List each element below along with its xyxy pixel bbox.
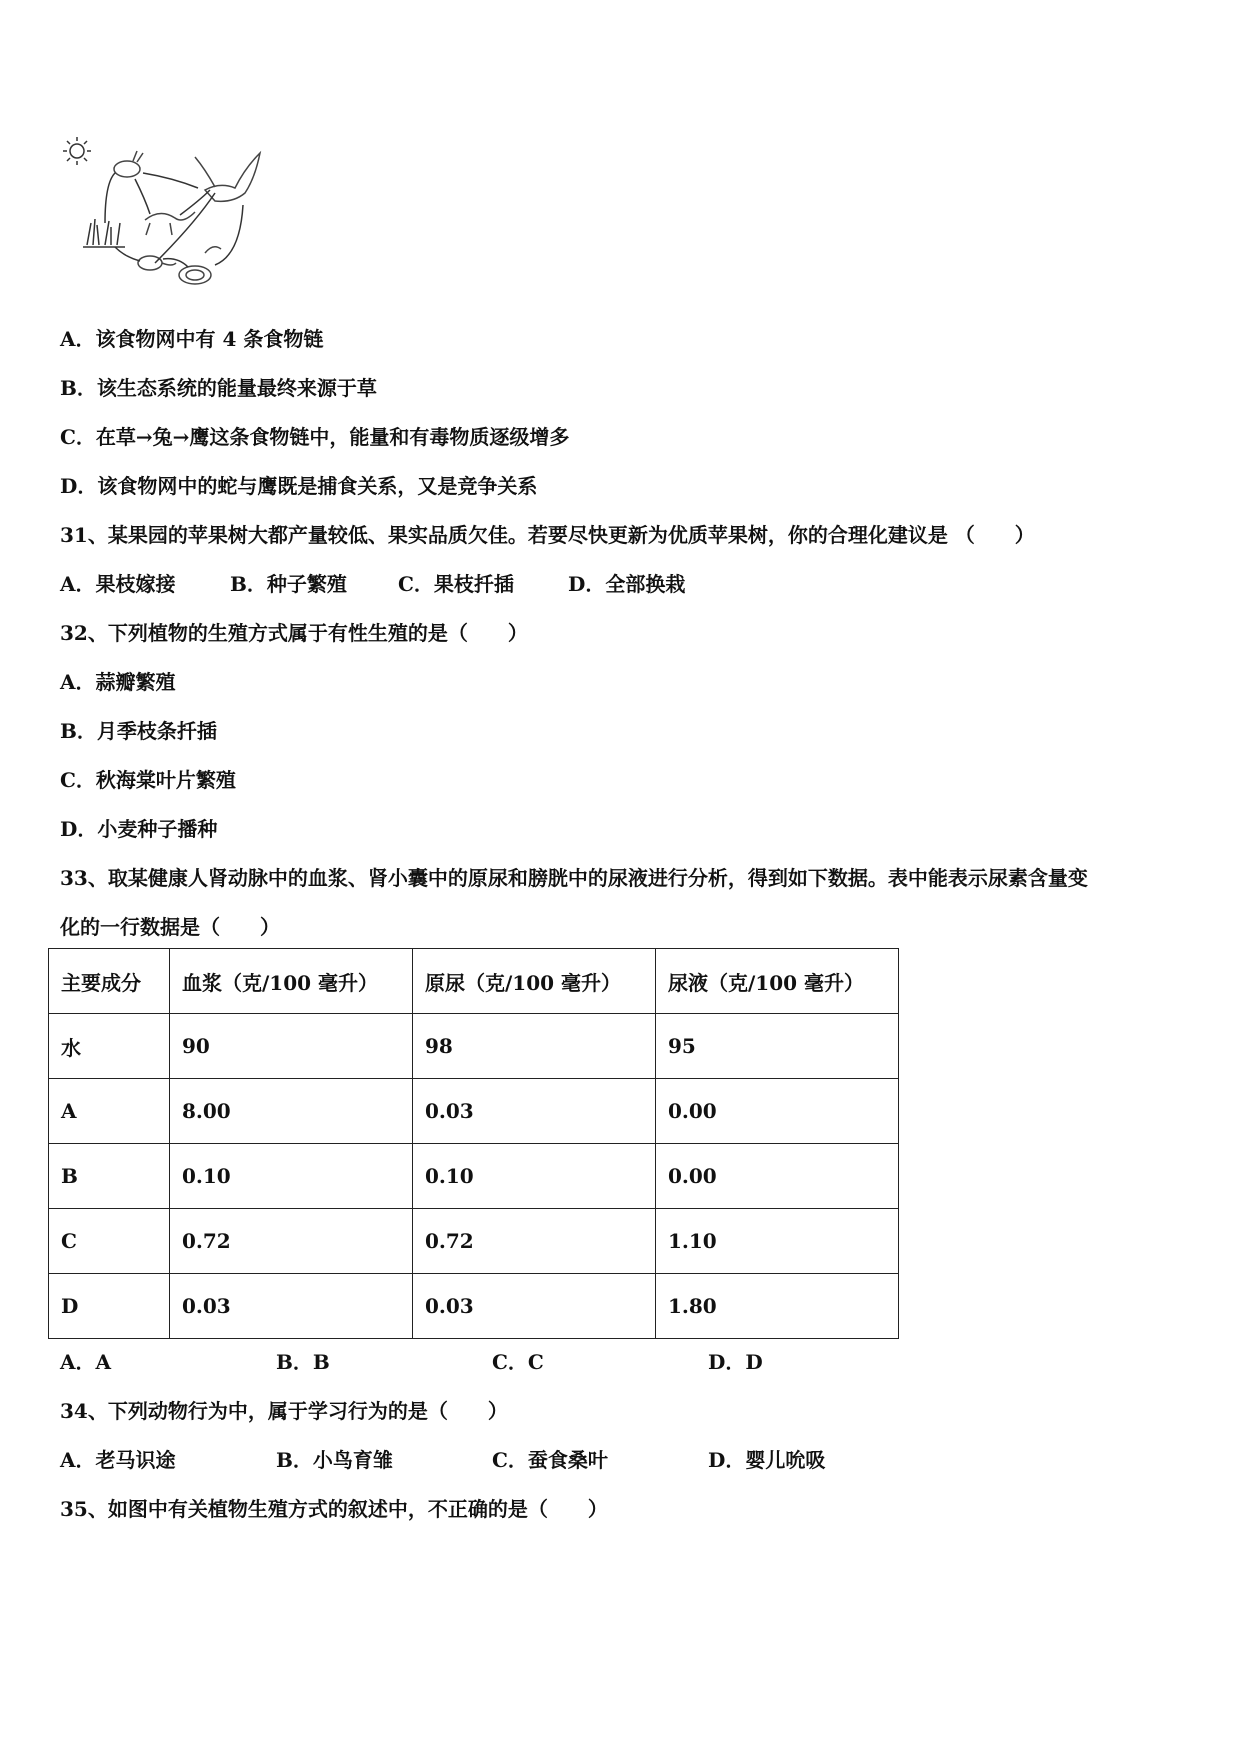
table-header-cell: 原尿（克/100 毫升） (413, 949, 656, 1014)
q32-option-d: D．小麦种子播种 (60, 817, 218, 841)
q33-stem-line1: 33、取某健康人肾动脉中的血浆、肾小囊中的原尿和膀胱中的尿液进行分析，得到如下数据。表中能表示尿素含量变 (60, 866, 1088, 890)
table-header-cell: 血浆（克/100 毫升） (170, 949, 413, 1014)
food-web-image (55, 135, 285, 303)
table-cell: 0.03 (413, 1274, 656, 1339)
table-row (49, 1079, 899, 1144)
table-row (49, 1014, 899, 1079)
urea-data-table (48, 948, 899, 1339)
q31-stem: 31、某果园的苹果树大都产量较低、果实品质欠佳。若要尽快更新为优质苹果树，你的合理化建议是 （ ） (60, 523, 1035, 547)
q34-option-b: B．小鸟育雏 (276, 1448, 393, 1472)
table-cell: 0.00 (656, 1144, 899, 1209)
table-cell: 8.00 (170, 1079, 413, 1144)
table-cell: 0.10 (170, 1144, 413, 1209)
arrows (105, 173, 243, 267)
q32-option-a: A．蒜瓣繁殖 (60, 670, 176, 694)
q33-option-c: C．C (492, 1350, 544, 1374)
q30-option-c: C．在草→兔→鹰这条食物链中，能量和有毒物质逐级增多 (60, 425, 570, 449)
table-cell: 98 (413, 1014, 656, 1079)
table-cell: 0.00 (656, 1079, 899, 1144)
q33-options (60, 1348, 763, 1376)
q31-option-b: B．种子繁殖 (230, 572, 347, 596)
table-row (49, 1209, 899, 1274)
table-cell: 95 (656, 1014, 899, 1079)
q32-option-c: C．秋海棠叶片繁殖 (60, 768, 236, 792)
table-header-cell: 主要成分 (49, 949, 170, 1014)
q31-option-d: D．全部换栽 (568, 572, 686, 596)
table-cell: 水 (49, 1014, 170, 1079)
table-cell: 1.10 (656, 1209, 899, 1274)
table-header-cell: 尿液（克/100 毫升） (656, 949, 899, 1014)
table-cell: 0.03 (170, 1274, 413, 1339)
q33-option-b: B．B (276, 1350, 330, 1374)
q34-option-d: D．婴儿吮吸 (708, 1448, 826, 1472)
table-header-row (49, 949, 899, 1014)
table-cell: B (49, 1144, 170, 1209)
q34-option-c: C．蚕食桑叶 (492, 1448, 608, 1472)
q30-option-b: B．该生态系统的能量最终来源于草 (60, 376, 377, 400)
table-cell: C (49, 1209, 170, 1274)
q34-options (60, 1446, 825, 1474)
table-cell: 0.72 (170, 1209, 413, 1274)
table-cell: 0.03 (413, 1079, 656, 1144)
q34-option-a: A．老马识途 (60, 1448, 176, 1472)
q33-option-a: A．A (60, 1350, 112, 1374)
q31-option-c: C．果枝扦插 (398, 572, 514, 596)
q33-option-d: D．D (708, 1350, 763, 1374)
table-row (49, 1144, 899, 1209)
q32-option-b: B．月季枝条扦插 (60, 719, 217, 743)
table-cell: 90 (170, 1014, 413, 1079)
q33-stem-line2: 化的一行数据是（ ） (60, 915, 280, 939)
q30-option-d: D．该食物网中的蛇与鹰既是捕食关系，又是竞争关系 (60, 474, 538, 498)
q34-stem: 34、下列动物行为中，属于学习行为的是（ ） (60, 1399, 508, 1423)
table-row (49, 1274, 899, 1339)
table-cell: 0.72 (413, 1209, 656, 1274)
table-cell: D (49, 1274, 170, 1339)
q31-options (60, 570, 685, 598)
rabbit-sketch (114, 151, 143, 177)
sun-icon (63, 137, 91, 165)
q31-option-a: A．果枝嫁接 (60, 572, 176, 596)
q30-option-a: A．该食物网中有 4 条食物链 (60, 327, 324, 351)
q32-stem: 32、下列植物的生殖方式属于有性生殖的是（ ） (60, 621, 528, 645)
table-cell: 0.10 (413, 1144, 656, 1209)
grass-sketch (83, 219, 125, 247)
q35-stem: 35、如图中有关植物生殖方式的叙述中，不正确的是（ ） (60, 1497, 608, 1521)
table-cell: A (49, 1079, 170, 1144)
fox-sketch (145, 212, 195, 235)
table-cell: 1.80 (656, 1274, 899, 1339)
